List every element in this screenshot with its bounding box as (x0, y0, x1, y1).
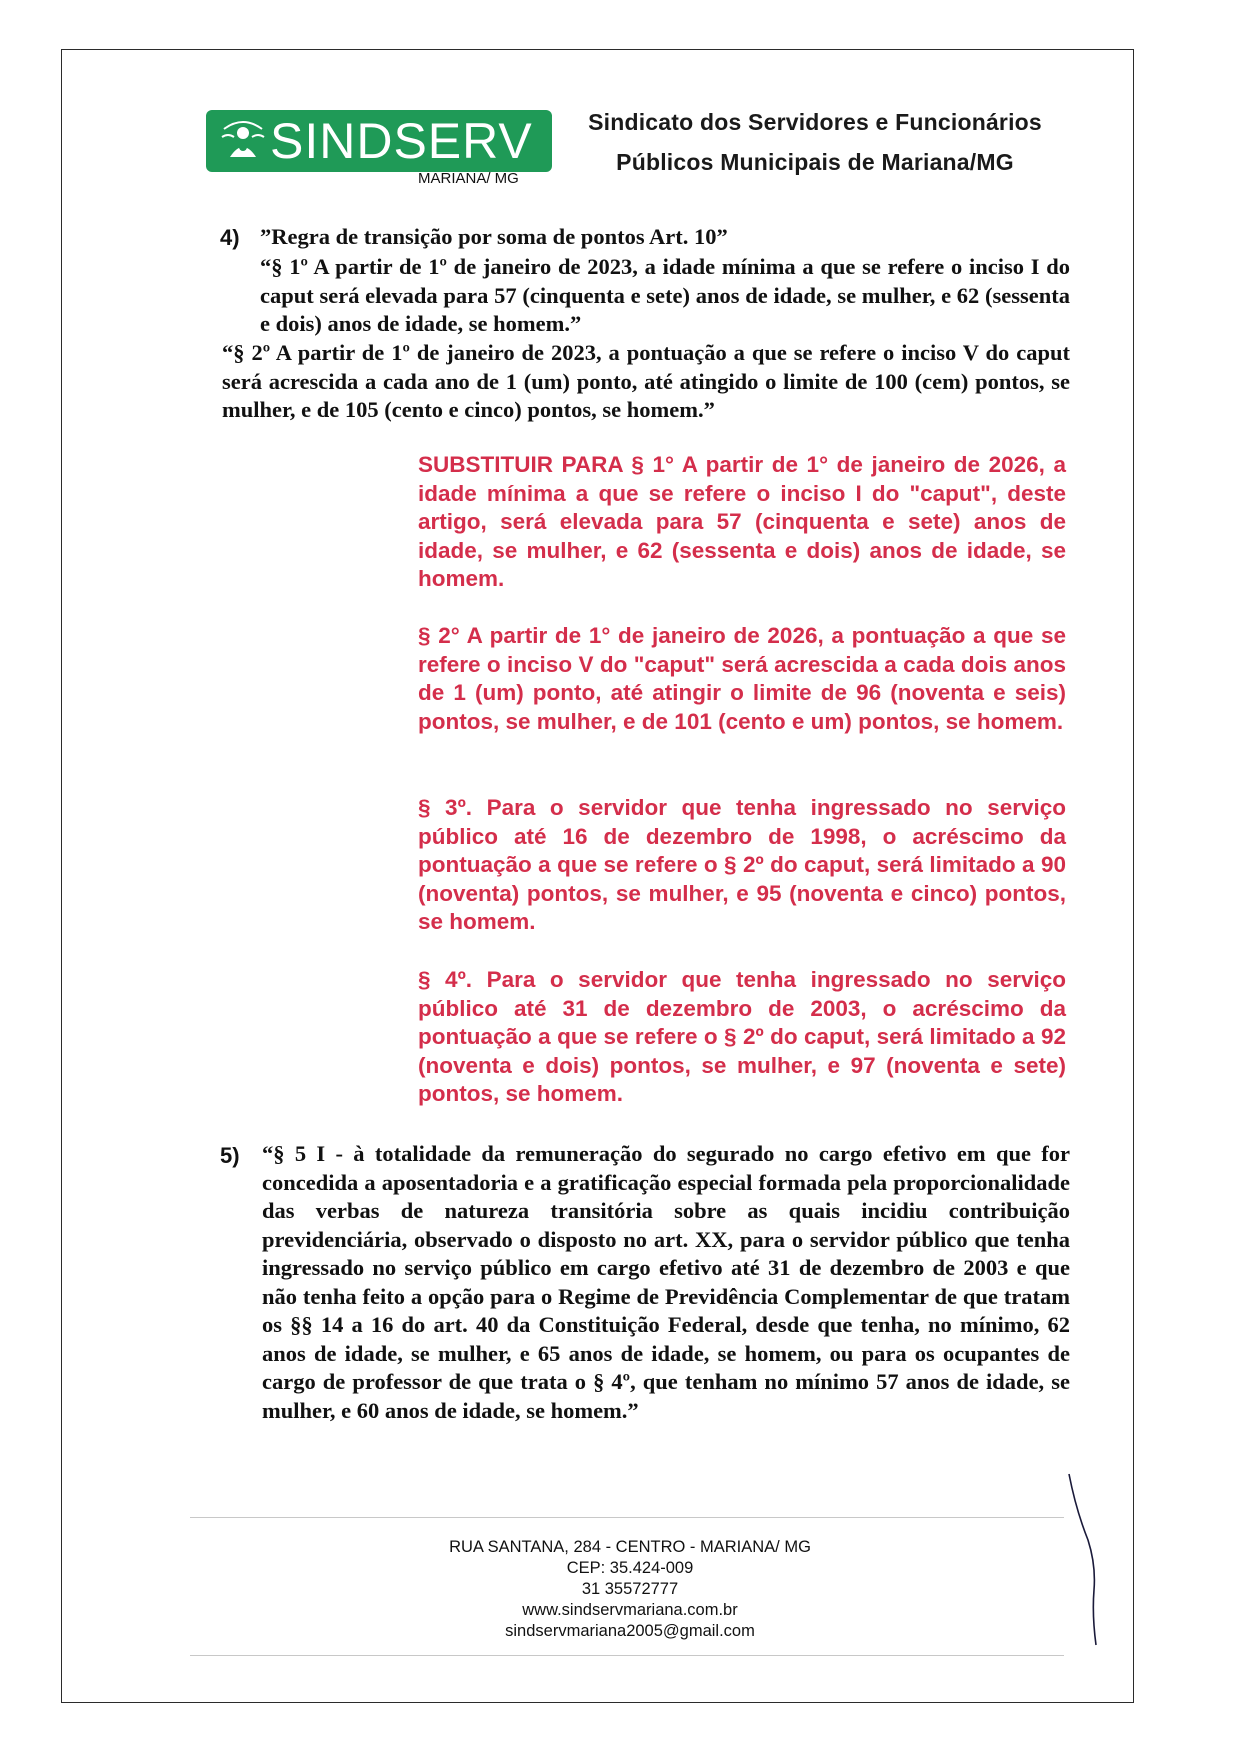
item-4-heading: ”Regra de transição por soma de pontos Art. 10” (260, 224, 728, 249)
footer-address: RUA SANTANA, 284 - CENTRO - MARIANA/ MG (449, 1538, 811, 1556)
item-4-paragraph-2: “§ 2º A partir de 1º de janeiro de 2023, a pontuação a que se refere o inciso V do caput será acrescida a cada ano de 1 (um) ponto, até atingido o limite de 100 (cem) pontos, se mulher, e de 105 (cento e cinco) pontos, se homem.” (222, 340, 1070, 422)
footer-website: www.sindservmariana.com.br (522, 1601, 738, 1619)
sindserv-logo (206, 110, 552, 172)
item-4-paragraph-1: “§ 1º A partir de 1º de janeiro de 2023, a idade mínima a que se refere o inciso I do caput será elevada para 57 (cinquenta e sete) anos de idade, se mulher, e 62 (sessenta e dois) anos de idade, se homem.” (260, 254, 1070, 336)
logo-text: SINDSERV (270, 113, 533, 169)
footer-email: sindservmariana2005@gmail.com (505, 1622, 755, 1640)
footer-contact (340, 1537, 920, 1642)
footer-cep: CEP: 35.424-009 (566, 1559, 694, 1577)
item-5-number: 5) (220, 1143, 240, 1168)
union-name-line2: Públicos Municipais de Mariana/MG (616, 149, 1014, 175)
substitution-paragraph-4: § 4º. Para o servidor que tenha ingressado no serviço público até 31 de dezembro de 2003, o acréscimo da pontuação a que se refere o § 2º do caput, será limitado a 92 (noventa e dois) pontos, se mulher, e 97 (noventa e sete) pontos, se homem. (418, 967, 1066, 1106)
substitution-paragraph-3: § 3º. Para o servidor que tenha ingressado no serviço público até 16 de dezembro de 1998, o acréscimo da pontuação a que se refere o § 2º do caput, será limitado a 90 (noventa) pontos, se mulher, e 95 (noventa e cinco) pontos, se homem. (418, 795, 1066, 934)
footer-phone: 31 35572777 (581, 1580, 679, 1598)
item-4-number: 4) (220, 225, 240, 250)
substitution-paragraph-2: § 2° A partir de 1° de janeiro de 2026, a pontuação a que se refere o inciso V do "caput" será acrescida a cada dois anos de 1 (um) ponto, até atingir o limite de 96 (noventa e seis) pontos, se mulher, e de 101 (cento e um) pontos, se homem. (418, 623, 1066, 734)
footer-bottom-rule (190, 1655, 1064, 1656)
logo-emblem-icon (220, 117, 266, 165)
union-name (565, 102, 1065, 182)
substitution-paragraph-1: SUBSTITUIR PARA § 1° A partir de 1° de janeiro de 2026, a idade mínima a que se refere o inciso I do "caput", deste artigo, será elevada para 57 (cinquenta e sete) anos de idade, se mulher, e 62 (sessenta e dois) anos de idade, se homem. (418, 452, 1066, 591)
handwritten-signature (1066, 1470, 1106, 1650)
item-5-paragraph: “§ 5 I - à totalidade da remuneração do segurado no cargo efetivo em que for concedida a aposentadoria e a gratificação especial formada pela proporcionalidade das verbas de natureza transitória sobre as quais incidiu contribuição previdenciária, observado o disposto no art. XX, para o servidor público que tenha ingressado no serviço público em cargo efetivo até 31 de dezembro de 2003 e que não tenha feito a opção para o Regime de Previdência Complementar de que tratam os §§ 14 a 16 do art. 40 da Constituição Federal, desde que tenha, no mínimo, 62 anos de idade, se mulher, e 65 anos de idade, se homem, ou para os ocupantes de cargo de professor de que trata o § 4º, que tenham no mínimo 57 anos de idade, se mulher, e 60 anos de idade, se homem.” (262, 1141, 1070, 1423)
logo-subtitle: MARIANA/ MG (418, 170, 519, 187)
union-name-line1: Sindicato dos Servidores e Funcionários (588, 109, 1042, 135)
footer-top-rule (190, 1517, 1064, 1518)
